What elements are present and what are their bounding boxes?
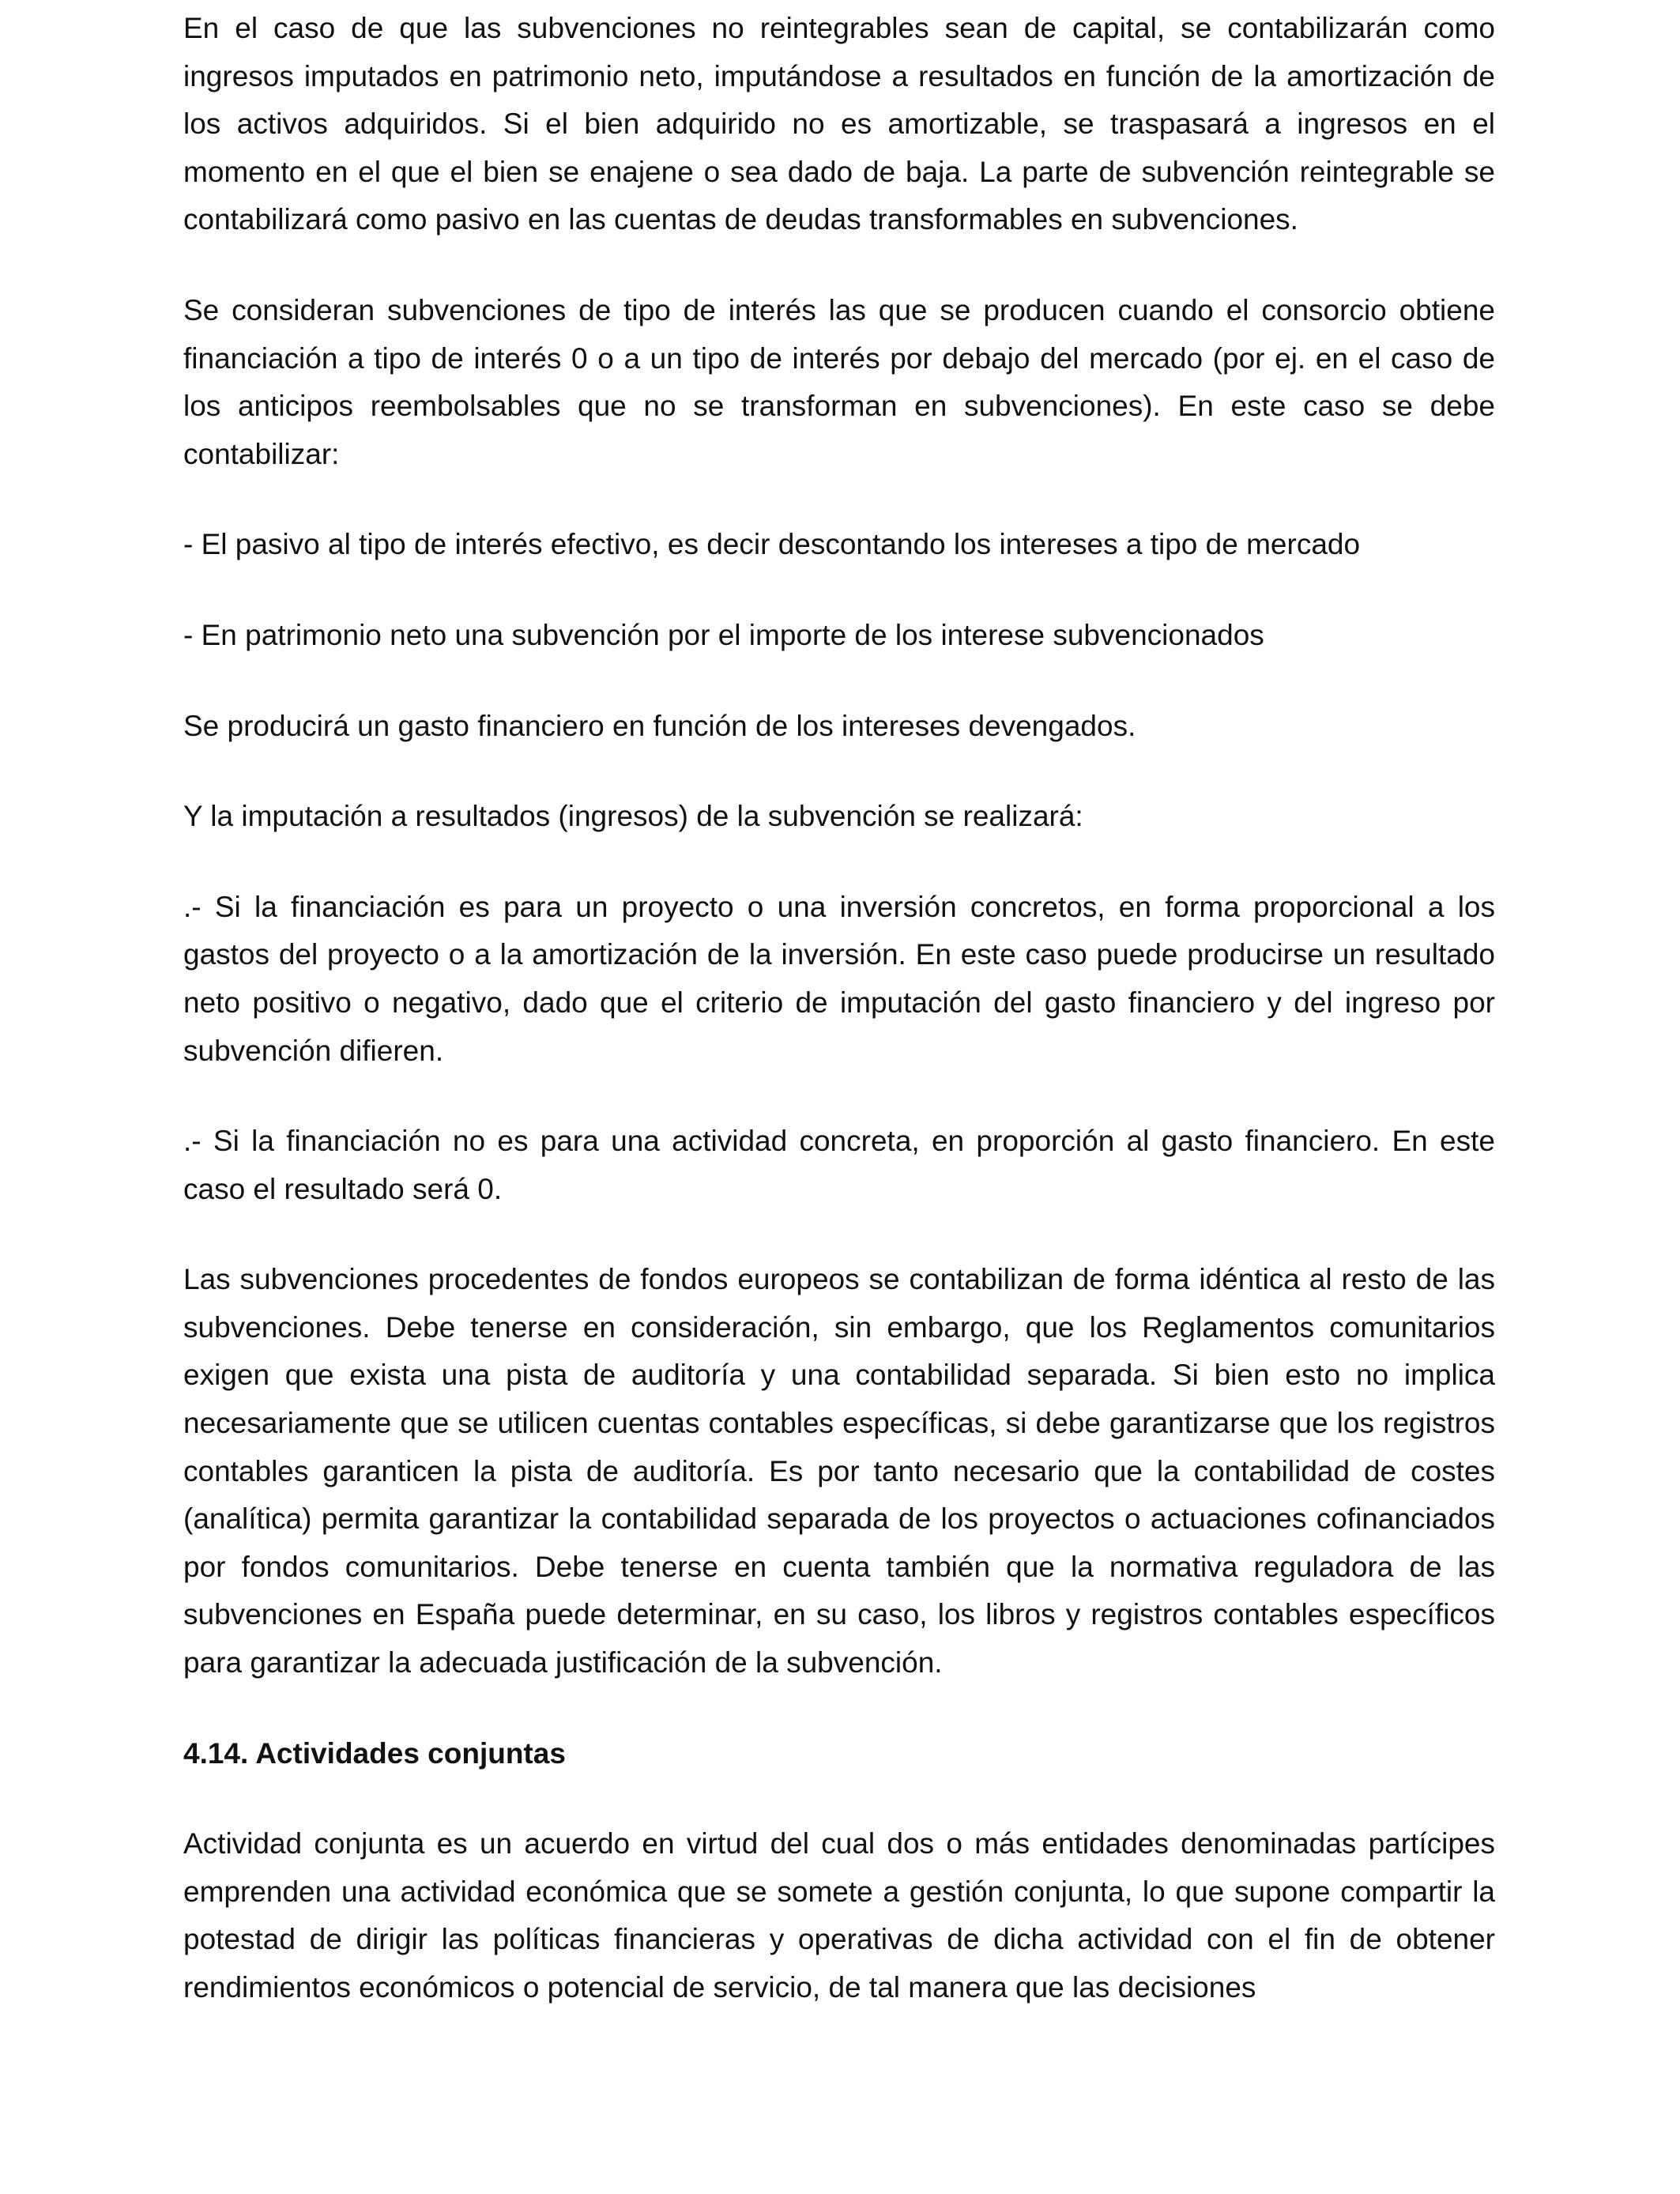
section-heading: 4.14. Actividades conjuntas (183, 1736, 566, 1770)
paragraph-joint-activity: Actividad conjunta es un acuerdo en virtud del cual dos o más entidades denominadas partícipes emprenden una actividad económica que se somete a gestión conjunta, lo que supone compartir la potestad de dirigir las políticas financieras y operativas de dicha actividad con el fin de obtener rendimientos económicos o potencial de servicio, de tal manera que las decisiones (183, 1827, 1495, 2004)
paragraph-interest-rate-subsidies: Se consideran subvenciones de tipo de interés las que se producen cuando el consorcio obtiene financiación a tipo de interés 0 o a un tipo de interés por debajo del mercado (por ej. en el caso de los anticipos reembolsables que no se transforman en subvenciones). En este caso se debe contabilizar: (183, 293, 1495, 470)
paragraph-specific-project: .- Si la financiación es para un proyecto o una inversión concretos, en forma proporcional a los gastos del proyecto o a la amortización de la inversión. En este caso puede producirse un resultado neto positivo o negativo, dado que el criterio de imputación del gasto financiero y del ingreso por subvención difieren. (183, 890, 1495, 1067)
paragraph-european-funds: Las subvenciones procedentes de fondos europeos se contabilizan de forma idéntica al resto de las subvenciones. Debe tenerse en consideración, sin embargo, que los Reglamentos comunitarios exigen que exista una pista de auditoría y una contabilidad separada. Si bien esto no implica necesariamente que se utilicen cuentas contables específicas, si debe garantizarse que los registros contables garanticen la pista de auditoría. Es por tanto necesario que la contabilidad de costes (analítica) permita garantizar la contabilidad separada de los proyectos o actuaciones cofinanciados por fondos comunitarios. Debe tenerse en cuenta también que la normativa reguladora de las subvenciones en España puede determinar, en su caso, los libros y registros contables específicos para garantizar la adecuada justificación de la subvención. (183, 1263, 1495, 1679)
list-item-net-equity: - En patrimonio neto una subvención por el importe de los interese subvencionados (183, 618, 1264, 651)
list-item-liability: - El pasivo al tipo de interés efectivo, es decir descontando los intereses a tipo de mercado (183, 528, 1361, 561)
paragraph-imputation-intro: Y la imputación a resultados (ingresos) de la subvención se realizará: (183, 800, 1083, 833)
paragraph-capital-subsidies: En el caso de que las subvenciones no reintegrables sean de capital, se contabilizarán como ingresos imputados en patrimonio neto, imputándose a resultados en función de la amortización de los activos adquiridos. Si el bien adquirido no es amortizable, se traspasará a ingresos en el momento en el que el bien se enajene o sea dado de baja. La parte de subvención reintegrable se contabilizará como pasivo en las cuentas de deudas transformables en subvenciones. (183, 12, 1495, 236)
document-page (183, 5, 1495, 2012)
paragraph-non-specific-activity: .- Si la financiación no es para una actividad concreta, en proporción al gasto financiero. En este caso el resultado será 0. (183, 1125, 1495, 1205)
paragraph-financial-expense: Se producirá un gasto financiero en función de los intereses devengados. (183, 709, 1136, 742)
